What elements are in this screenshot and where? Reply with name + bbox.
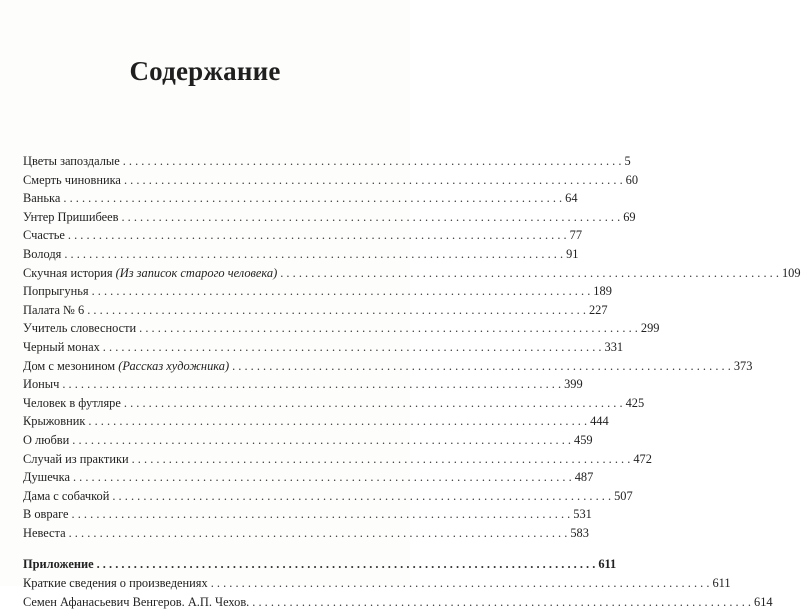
toc-entry-page: 611 [712,576,731,591]
toc-entry-page: 5 [624,154,631,168]
dot-leader [63,189,562,208]
toc-entry-page: 459 [574,432,593,447]
toc-entry[interactable] [23,226,583,245]
toc-entry[interactable] [23,152,631,171]
toc-entry-title: Крыжовник [23,414,86,429]
dot-leader [112,487,611,506]
toc-entry-page: 487 [574,470,594,485]
toc-entry-page: 444 [590,414,609,429]
dot-leader [97,555,596,574]
toc-entry-page: 64 [565,191,578,206]
toc-entry[interactable] [23,412,609,431]
toc-entry-title: Краткие сведения о произведениях [23,576,208,591]
toc-entry[interactable] [23,505,592,524]
toc-entry[interactable] [23,338,624,357]
toc-entry[interactable] [23,450,652,469]
toc-entry[interactable] [23,301,608,320]
toc-entry-page: 472 [633,451,652,466]
toc-entry-title: Унтер Пришибеев [23,209,119,224]
toc-entry[interactable] [23,171,639,190]
dot-leader [252,593,751,611]
toc-entry-page: 373 [733,358,753,373]
toc-entry-page: 60 [625,172,639,187]
toc-entry-title: Дом с мезонином (Рассказ художника) [23,358,230,373]
toc-entry-page: 507 [614,488,633,503]
dot-leader [64,245,563,264]
toc-entry-title: Человек в футляре [23,395,121,410]
table-of-contents [23,152,801,611]
dot-leader [87,301,586,320]
toc-entry-page: 399 [564,377,583,392]
toc-entry-title: Ионыч [23,377,60,392]
toc-entry-page: 331 [604,339,624,354]
toc-entry-title: Душечка [23,470,70,485]
dot-leader [73,468,572,487]
dot-leader [88,412,587,431]
dot-leader [68,226,567,245]
toc-entry-page: 91 [566,246,579,261]
toc-entry[interactable] [23,245,579,264]
toc-entry-title: Володя [23,246,62,261]
toc-entry-page: 77 [569,228,583,243]
toc-entry[interactable] [23,319,660,338]
toc-entry[interactable] [23,264,801,283]
toc-entry-title: О любви [23,432,70,447]
toc-entry[interactable] [23,524,589,543]
toc-entry[interactable] [23,431,593,450]
toc-entry-title: Попрыгунья [23,284,89,299]
toc-entry-page: 227 [588,302,608,317]
toc-entry-page: 189 [593,284,612,299]
toc-entry[interactable] [23,189,578,208]
dot-leader [72,431,571,450]
toc-entry-title: Учитель словесности [23,321,137,336]
dot-leader [211,574,710,593]
toc-entry-title: Семен Афанасьевич Венгеров. А.П. Чехов. [23,594,250,609]
toc-entry[interactable] [23,468,594,487]
toc-entry[interactable] [23,375,583,394]
dot-leader [121,208,620,227]
toc-entry-title: Невеста [23,525,66,540]
toc-appendix-page: 611 [598,557,617,572]
toc-entry-title: Черный монах [23,339,100,354]
toc-entry[interactable] [23,208,636,227]
dot-leader [132,450,631,469]
toc-entry-title: Счастье [23,228,65,243]
toc-entry-page: 299 [640,321,660,336]
dot-leader [124,394,623,413]
toc-appendix-title: Приложение [23,557,94,572]
toc-entry-title: В овраге [23,507,69,522]
toc-entry-title: Цветы запоздалые [23,154,120,168]
dot-leader [139,319,638,338]
toc-entry[interactable] [23,282,612,301]
dot-leader [69,524,568,543]
toc-entry-title: Скучная история (Из записок старого человека) [23,265,278,280]
dot-leader [280,264,779,283]
dot-leader [232,357,731,376]
toc-entry-page: 614 [754,594,773,609]
dot-leader [103,338,602,357]
dot-leader [124,171,623,190]
toc-appendix-entry[interactable] [23,574,731,593]
page-title: Содержание [129,56,281,86]
dot-leader [62,375,561,394]
toc-entry-title: Ванька [23,191,61,206]
dot-leader [92,282,591,301]
toc-entry-page: 69 [623,209,636,224]
toc-entry-page: 531 [573,507,592,522]
toc-entry[interactable] [23,487,633,506]
toc-entry-page: 583 [570,525,589,540]
toc-entry[interactable] [23,394,645,413]
toc-appendix-entry[interactable] [23,593,773,611]
toc-entry[interactable] [23,357,753,376]
dot-leader [72,505,571,524]
toc-entry-title: Палата № 6 [23,302,85,317]
toc-entry-title: Дама с собачкой [23,488,110,503]
toc-entry-title: Случай из практики [23,451,129,466]
toc-entry-page: 109 [781,265,801,280]
toc-entry-title: Смерть чиновника [23,172,121,187]
dot-leader [123,152,622,171]
toc-appendix-heading[interactable] [23,555,617,574]
toc-entry-page: 425 [625,395,645,410]
